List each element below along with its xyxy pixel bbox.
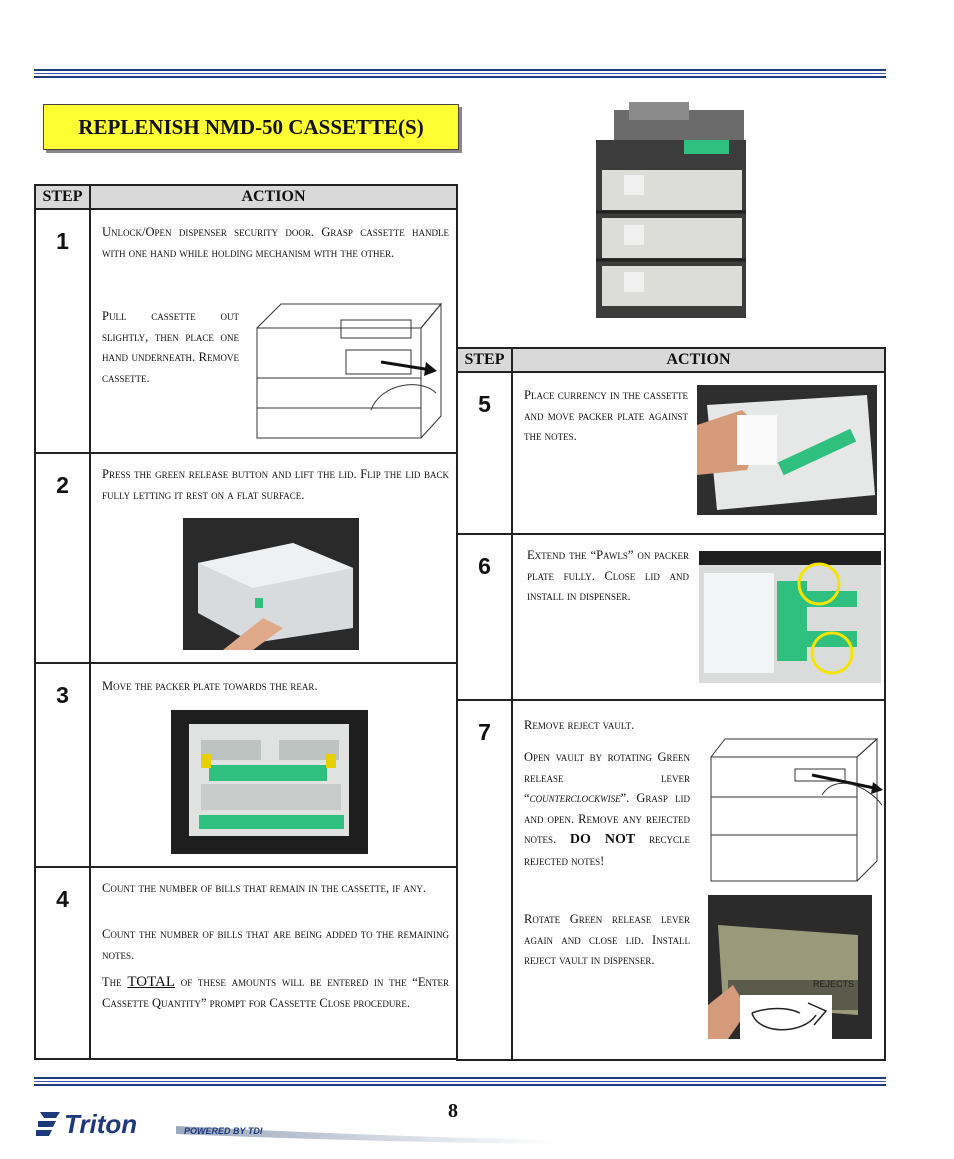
step-header: STEP: [457, 348, 512, 372]
header-rule: [34, 69, 886, 78]
step-number: 4: [56, 886, 69, 912]
step-text: Place currency in the cassette and move packer plate against the notes.: [524, 388, 688, 443]
table-row: [457, 700, 885, 1060]
cassette-lid-photo: [183, 518, 359, 650]
table-row: [457, 534, 885, 700]
brand-tagline: POWERED BY TDI: [184, 1126, 263, 1136]
step-text: Pull cassette out slightly, then place one hand underneath. Remove cassette.: [102, 309, 239, 385]
reject-vault-drawing: [707, 735, 885, 885]
action-header: ACTION: [512, 348, 885, 372]
packer-plate-photo: [171, 710, 368, 854]
step-text: Count the number of bills that remain in the cassette, if any.: [102, 881, 426, 895]
step-number: 2: [56, 472, 69, 498]
place-currency-photo: [697, 385, 877, 515]
table-row: [35, 453, 457, 663]
step-text: Press the green release button and lift the lid. Flip the lid back fully letting it rest on a flat surface.: [102, 467, 449, 502]
step-text: Rotate Green release lever again and close lid. Install reject vault in dispenser.: [524, 912, 690, 967]
step-number: 3: [56, 682, 69, 708]
brand-name: Triton: [64, 1109, 138, 1139]
table-row: [35, 209, 457, 453]
step-number: 6: [478, 553, 491, 579]
page-title: REPLENISH NMD-50 CASSETTE(S): [43, 104, 459, 150]
table-row: [35, 867, 457, 1059]
reject-vault-photo: [708, 895, 872, 1039]
dispenser-photo: [584, 100, 760, 330]
step-text: Open vault by rotating Green release lever “counterclockwise”. Grasp lid and open. Remove any rejected notes. DO NOT recycle rejected notes!: [524, 750, 690, 868]
table-row: [35, 663, 457, 867]
step-header: STEP: [35, 185, 90, 209]
steps-table-left: [34, 184, 458, 1060]
page-number: 8: [448, 1100, 458, 1122]
step-number: 1: [56, 228, 69, 254]
step-text: Move the packer plate towards the rear.: [102, 679, 318, 693]
step-text: Unlock/Open dispenser security door. Grasp cassette handle with one hand while holding mechanism with the other.: [102, 225, 449, 260]
step-text: Remove reject vault.: [524, 718, 635, 732]
rejects-label: REJECTS: [813, 979, 855, 989]
triton-logo: [36, 1104, 556, 1150]
pawls-photo: [699, 551, 881, 683]
step-number: 5: [478, 391, 491, 417]
step-number: 7: [478, 719, 491, 745]
step-text: The TOTAL of these amounts will be entered in the “Enter Cassette Quantity” prompt for Cassette Close procedure.: [102, 974, 449, 1010]
step-text: Extend the “Pawls” on packer plate fully. Close lid and install in dispenser.: [527, 548, 689, 603]
footer-rule: [34, 1077, 886, 1086]
steps-table-right: [456, 347, 886, 1061]
action-header: ACTION: [90, 185, 457, 209]
step-text: Count the number of bills that are being added to the remaining notes.: [102, 927, 449, 962]
cassette-drawing: [251, 298, 446, 446]
table-row: [457, 372, 885, 534]
